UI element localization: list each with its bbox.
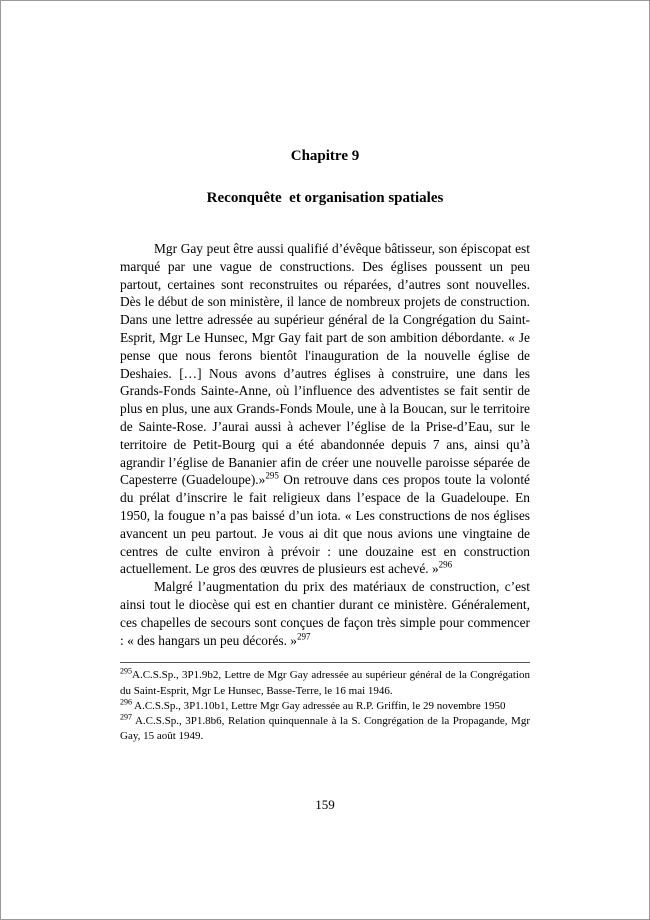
footnote-296 — [120, 699, 530, 714]
footnote-295 — [120, 668, 530, 698]
footnote-296-text: A.C.S.Sp., 3P1.10b1, Lettre Mgr Gay adressée au R.P. Griffin, le 29 novembre 1950 — [132, 699, 506, 712]
footnotes-section — [120, 668, 530, 744]
footnote-ref-297: 297 — [297, 631, 311, 642]
body-text — [120, 240, 530, 649]
footnote-297-number: 297 — [120, 712, 132, 722]
paragraph-1-text-a: Mgr Gay peut être aussi qualifié d’évêque bâtisseur, son épiscopat est marqué par une vague de constructions. Des églises poussent un peu partout, certaines sont reconstruites ou réparées, d’autres sont nouvelles. Dès le début de son ministère, il lance de nombreux projets de construction. Dans une lettre adressée au supérieur général de la Congrégation du Saint-Esprit, Mgr Le Hunsec, Mgr Gay fait part de son ambition débordante. « Je pense que nous ferons bientôt l'inauguration de la nouvelle église de Deshaies. […] Nous avons d’autres églises à construire, une dans les Grands-Fonds Sainte-Anne, où l’influence des adventistes se fait sentir de plus en plus, une aux Grands-Fonds Moule, une à la Boucan, sur le territoire de Sainte-Rose. J’aurai aussi à achever l’église de la Prise-d’Eau, sur le territoire de Petit-Bourg qui a été abandonnée depuis 7 ans, ainsi qu’à agrandir l’église de Bananier afin de créer une nouvelle paroisse séparée de Capesterre (Guadeloupe).» — [120, 241, 530, 488]
footnote-297-text: A.C.S.Sp., 3P1.8b6, Relation quinquennale à la S. Congrégation de la Propagande, Mgr Gay, 15 août 1949. — [120, 714, 530, 743]
footnote-separator — [120, 662, 530, 663]
chapter-subtitle: Reconquête et organisation spatiales — [206, 190, 444, 206]
footnote-ref-296: 296 — [438, 559, 453, 570]
footnote-296-number: 296 — [120, 697, 132, 707]
paragraph-2-text: Malgré l’augmentation du prix des matériaux de construction, c’est ainsi tout le diocèse qui est en chantier durant ce ministère. Généralement, ces chapelles de secours sont conçues de façon très simple pour commencer : « des hangars un peu décorés. » — [120, 579, 530, 648]
footnote-297 — [120, 714, 530, 744]
footnote-ref-295: 295 — [265, 470, 279, 481]
paragraph-1 — [120, 240, 530, 578]
footnote-295-text: A.C.S.Sp., 3P1.9b2, Lettre de Mgr Gay adressée au supérieur général de la Congrégation du Saint-Esprit, Mgr Le Hunsec, Basse-Terre, le 16 mai 1946. — [120, 669, 530, 697]
chapter-title: Chapitre 9 — [290, 148, 360, 164]
footnote-295-number: 295 — [120, 666, 132, 676]
page-number: 159 — [315, 797, 335, 812]
paragraph-1-text-b: On retrouve dans ces propos toute la volonté du prélat d’inscrire le fait religieux dans l’espace de la Guadeloupe. En 1950, la fougue n’a pas baissé d’un iota. « Les constructions de nos églises avancent un peu partout. Je vous ai dit que nous avions une vingtaine de centres de culte environ à prévoir : une douzaine est en construction actuellement. Le gros des œuvres de plusieurs est achevé. » — [120, 472, 530, 577]
paragraph-2 — [120, 578, 530, 649]
